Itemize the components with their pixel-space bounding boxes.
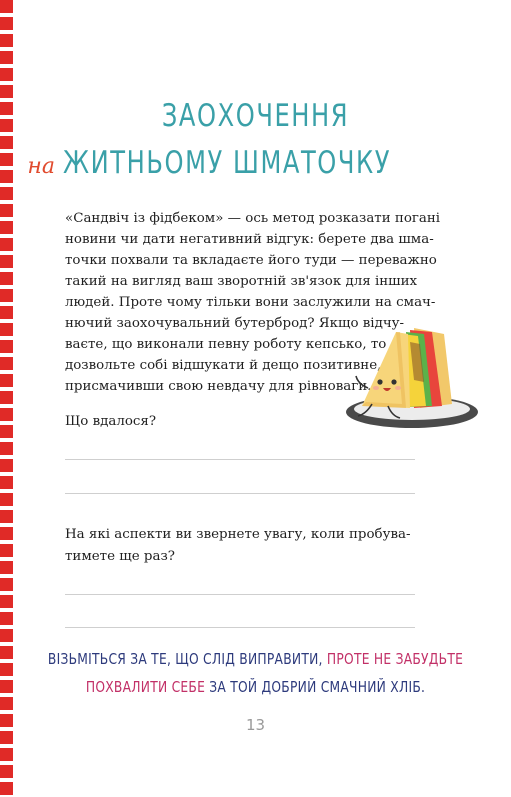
body-line: новини чи дати негативний відгук: берете два шма- — [65, 232, 434, 247]
body-line: нючий заохочувальний бутерброд? Якщо відчу- — [65, 316, 405, 331]
tagline-blue-text: ВІЗЬМІТЬСЯ ЗА ТЕ, ЩО СЛІД ВИПРАВИТИ, — [47, 650, 323, 668]
answer-line[interactable] — [65, 594, 415, 595]
question-what-went-well: Що вдалося? — [65, 414, 157, 429]
striped-page-border — [0, 0, 13, 797]
question-next-time-line-1: На які аспекти ви звернете увагу, коли пробува- — [65, 527, 411, 542]
title-main-text: ЖИТНЬОМУ ШМАТОЧКУ — [63, 145, 392, 181]
tagline-line-2 — [46, 678, 465, 696]
sandwich-illustration — [340, 322, 478, 437]
tagline-red-text: ПРОТЕ НЕ ЗАБУДЬТЕ — [326, 650, 464, 668]
answer-line[interactable] — [65, 627, 415, 628]
body-line: присмачивши свою невдачу для рівноваги. — [65, 379, 372, 394]
body-line: дозвольте собі відшукати й дещо позитивне, — [65, 358, 382, 373]
tagline-line-1 — [46, 650, 465, 668]
body-line: людей. Проте чому тільки вони заслужили на смач- — [65, 295, 436, 310]
title-na-word: на — [27, 154, 56, 179]
body-line: такий на вигляд ваш зворотній зв'язок для інших — [65, 274, 418, 289]
body-line: ваєте, що виконали певну роботу кепсько, то — [65, 337, 387, 352]
title-line-2 — [0, 145, 511, 181]
page-number: 13 — [245, 716, 266, 734]
question-next-time-line-2: тимете ще раз? — [65, 549, 175, 564]
tagline-red-text: ПОХВАЛИТИ СЕБЕ — [85, 678, 206, 696]
answer-line[interactable] — [65, 493, 415, 494]
body-line: точки похвали та вкладаєте його туди — переважно — [65, 253, 437, 268]
title-line-1: ЗАОХОЧЕННЯ — [161, 98, 350, 134]
body-line: «Сандвіч із фідбеком» — ось метод розказати погані — [65, 211, 441, 226]
answer-line[interactable] — [65, 459, 415, 460]
tagline-blue-text: ЗА ТОЙ ДОБРИЙ СМАЧНИЙ ХЛІБ. — [209, 678, 426, 696]
